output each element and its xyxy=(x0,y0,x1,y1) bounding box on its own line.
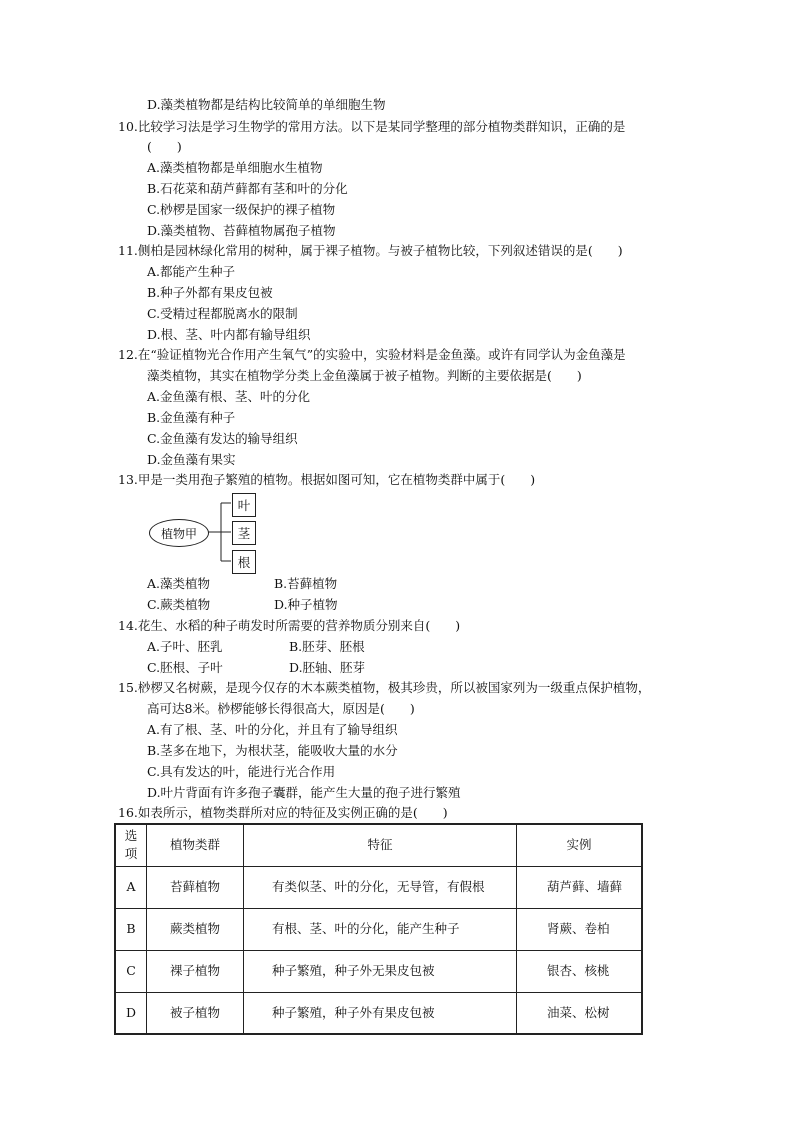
q10-option-b: B.石花菜和葫芦藓都有茎和叶的分化 xyxy=(147,181,348,196)
q12-option-b: B.金鱼藻有种子 xyxy=(147,410,236,425)
q15-option-c: C.具有发达的叶，能进行光合作用 xyxy=(147,764,336,779)
plant-groups-table xyxy=(114,823,643,1035)
diagram-leaf-box: 叶 xyxy=(232,493,256,517)
q15-option-d: D.叶片背面有许多孢子囊群，能产生大量的孢子进行繁殖 xyxy=(147,785,461,800)
q14-stem: 14.花生、水稻的种子萌发时所需要的营养物质分别来自( ) xyxy=(118,618,461,633)
q13-option-b: B.苔藓植物 xyxy=(274,576,338,591)
cell-option: B xyxy=(115,908,147,950)
q10-option-c: C.桫椤是国家一级保护的裸子植物 xyxy=(147,202,336,217)
diagram-stem-box: 茎 xyxy=(232,521,256,545)
q13-option-c: C.蕨类植物 xyxy=(147,597,211,612)
header-group: 植物类群 xyxy=(147,824,244,866)
q15-stem-cont: 高可达8米。桫椤能够长得很高大，原因是( ) xyxy=(147,701,415,716)
table-row xyxy=(115,950,642,992)
q13-option-d: D.种子植物 xyxy=(274,597,338,612)
cell-example: 银杏、核桃 xyxy=(517,950,643,992)
cell-example: 肾蕨、卷柏 xyxy=(517,908,643,950)
q12-stem-cont: 藻类植物，其实在植物学分类上金鱼藻属于被子植物。判断的主要依据是( ) xyxy=(147,368,582,383)
q16-stem: 16.如表所示，植物类群所对应的特征及实例正确的是( ) xyxy=(118,805,448,820)
q14-option-d: D.胚轴、胚芽 xyxy=(289,660,366,675)
table-row xyxy=(115,992,642,1034)
cell-option: D xyxy=(115,992,147,1034)
plant-structure-diagram xyxy=(145,493,265,575)
cell-feature: 有根、茎、叶的分化，能产生种子 xyxy=(244,908,517,950)
cell-example: 油菜、松树 xyxy=(517,992,643,1034)
q10-option-d: D.藻类植物、苔藓植物属孢子植物 xyxy=(147,223,336,238)
diagram-plant-a: 植物甲 xyxy=(149,519,209,547)
q15-stem: 15.桫椤又名树蕨，是现今仅存的木本蕨类植物，极其珍贵，所以被国家列为一级重点保护植物， xyxy=(118,680,651,695)
cell-group: 苔藓植物 xyxy=(147,866,244,908)
q14-option-b: B.胚芽、胚根 xyxy=(289,639,365,654)
cell-feature: 种子繁殖，种子外有果皮包被 xyxy=(244,992,517,1034)
cell-example: 葫芦藓、墙藓 xyxy=(517,866,643,908)
cell-feature: 种子繁殖，种子外无果皮包被 xyxy=(244,950,517,992)
q12-option-a: A.金鱼藻有根、茎、叶的分化 xyxy=(147,389,311,404)
table-row xyxy=(115,866,642,908)
q13-stem: 13.甲是一类用孢子繁殖的植物。根据如图可知，它在植物类群中属于( ) xyxy=(118,472,536,487)
q12-stem: 12.在“验证植物光合作用产生氧气”的实验中，实验材料是金鱼藻。或许有同学认为金鱼藻是 xyxy=(118,347,626,362)
q12-option-d: D.金鱼藻有果实 xyxy=(147,452,236,467)
table-row xyxy=(115,908,642,950)
header-example: 实例 xyxy=(517,824,643,866)
cell-option: A xyxy=(115,866,147,908)
q10-option-a: A.藻类植物都是单细胞水生植物 xyxy=(147,160,323,175)
q12-option-c: C.金鱼藻有发达的输导组织 xyxy=(147,431,298,446)
q11-option-b: B.种子外都有果皮包被 xyxy=(147,285,273,300)
q11-option-a: A.都能产生种子 xyxy=(147,264,236,279)
q14-option-a: A.子叶、胚乳 xyxy=(147,639,223,654)
cell-group: 被子植物 xyxy=(147,992,244,1034)
q15-option-b: B.茎多在地下，为根状茎，能吸收大量的水分 xyxy=(147,743,398,758)
diagram-root-box: 根 xyxy=(232,550,256,574)
q9-option-d: D.藻类植物都是结构比较简单的单细胞生物 xyxy=(147,97,386,112)
q10-stem-cont: ( ) xyxy=(147,139,182,154)
q13-option-a: A.藻类植物 xyxy=(147,576,211,591)
table-header-row xyxy=(115,824,642,866)
cell-feature: 有类似茎、叶的分化，无导管，有假根 xyxy=(244,866,517,908)
cell-group: 裸子植物 xyxy=(147,950,244,992)
cell-group: 蕨类植物 xyxy=(147,908,244,950)
header-option: 选项 xyxy=(115,824,147,866)
q14-option-c: C.胚根、子叶 xyxy=(147,660,223,675)
header-feature: 特征 xyxy=(244,824,517,866)
cell-option: C xyxy=(115,950,147,992)
q10-stem: 10.比较学习法是学习生物学的常用方法。以下是某同学整理的部分植物类群知识，正确的是 xyxy=(118,119,626,134)
q11-option-d: D.根、茎、叶内都有输导组织 xyxy=(147,327,311,342)
q11-stem: 11.侧柏是园林绿化常用的树种，属于裸子植物。与被子植物比较，下列叙述错误的是( ) xyxy=(118,243,623,258)
q11-option-c: C.受精过程都脱离水的限制 xyxy=(147,306,298,321)
q15-option-a: A.有了根、茎、叶的分化，并且有了输导组织 xyxy=(147,722,398,737)
